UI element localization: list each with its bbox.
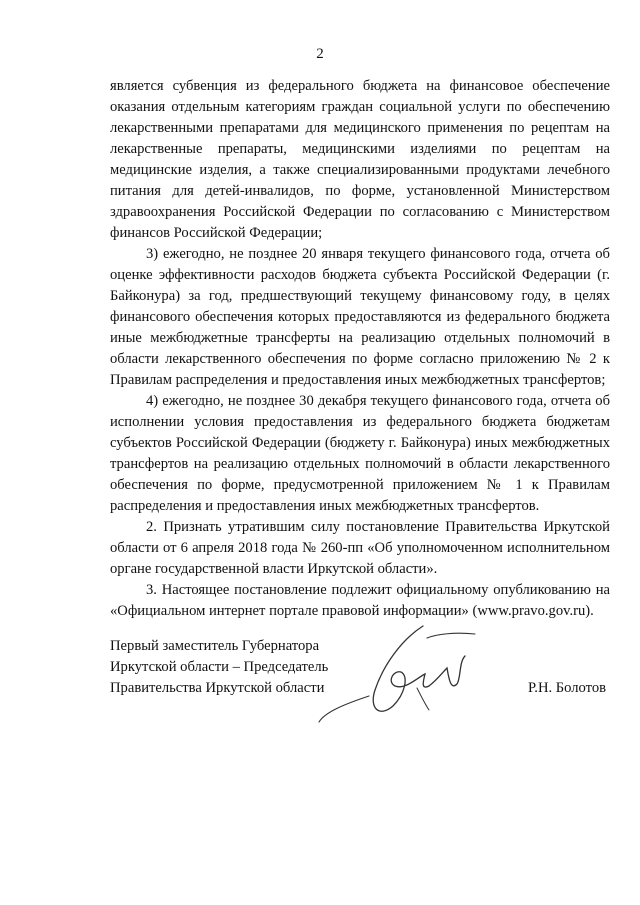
page-number: 2 <box>316 46 324 62</box>
handwritten-signature <box>305 618 480 728</box>
signatory-title <box>110 636 328 699</box>
paragraph-continuation: является субвенция из федерального бюджета на финансовое обеспечение оказания отдельным категориям граждан социальной услуги по обеспечению лекарственными препаратами для медицинского применения по рецептам на лекарственные препараты, медицинскими изделиями по рецептам на медицинские изделия, а также специализированными продуктами лечебного питания для детей-инвалидов, по форме, установленной Министерством здравоохранения Российской Федерации по согласованию с Министерством финансов Российской Федерации; <box>110 78 610 241</box>
paragraph-clause-3: 3. Настоящее постановление подлежит официальному опубликованию на «Официальном интернет портале правовой информации» (www.pravo.gov.ru). <box>110 582 610 619</box>
signatory-title-line: Первый заместитель Губернатора <box>110 638 320 654</box>
signatory-title-line: Правительства Иркутской области <box>110 680 325 696</box>
signatory-name: Р.Н. Болотов <box>528 680 607 696</box>
paragraph-item-3: 3) ежегодно, не позднее 20 января текущего финансового года, отчета об оценке эффективности расходов бюджета субъекта Российской Федерации (г. Байконура) за год, предшествующий текущему финансовому году, в целях финансового обеспечения которых предоставляются из федерального бюджета иные межбюджетные трансферты на реализацию отдельных полномочий в области лекарственного обеспечения по форме согласно приложению № 2 к Правилам распределения и предоставления иных межбюджетных трансфертов; <box>110 246 610 388</box>
paragraph-item-4: 4) ежегодно, не позднее 30 декабря текущего финансового года, отчета об исполнении условия предоставления из федерального бюджета бюджетам субъектов Российской Федерации (бюджету г. Байконура) иных межбюджетных трансфертов на реализацию отдельных полномочий в области лекарственного обеспечения по форме, предусмотренной приложением № 1 к Правилам распределения и предоставления иных межбюджетных трансфертов. <box>110 393 610 514</box>
paragraph-clause-2: 2. Признать утратившим силу постановление Правительства Иркутской области от 6 апреля 2018 года № 260-пп «Об уполномоченном исполнительном органе государственной власти Иркутской области». <box>110 519 610 577</box>
document-body <box>110 76 610 622</box>
signatory-title-line: Иркутской области – Председатель <box>110 659 329 675</box>
